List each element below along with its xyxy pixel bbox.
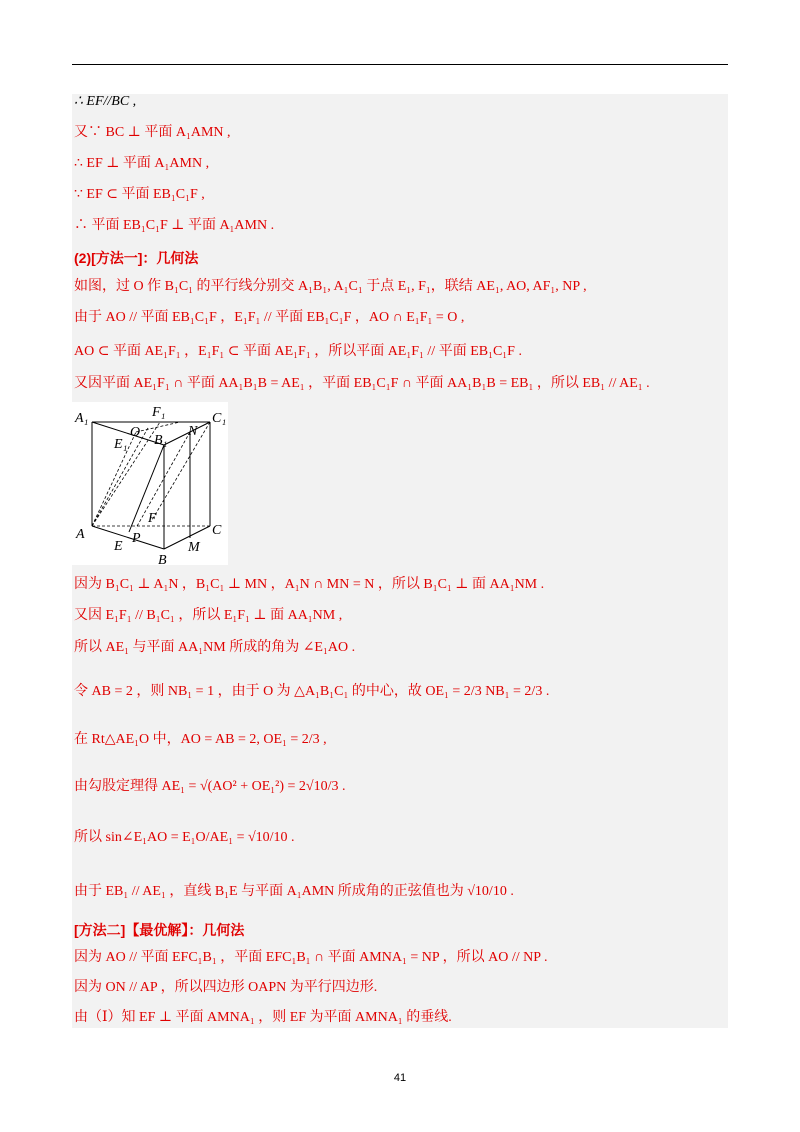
text-line: 由于 AO // 平面 EB₁C₁F ，E₁F₁ // 平面 EB₁C₁F ，AO ∩ E₁F₁ = O , — [74, 310, 465, 325]
text-line: 如图，过 O 作 B₁C₁ 的平行线分别交 A₁B₁, A₁C₁ 于点 E₁, F₁，联结 AE₁, AO, AF₁, NP , — [74, 279, 587, 294]
label-b: B — [158, 553, 167, 565]
line-e1f1 — [136, 422, 180, 432]
section-heading: (2)[方法一]：几何法 — [74, 250, 199, 266]
label-m: M — [188, 540, 200, 555]
text-line: ∴ 平面 EB₁C₁F ⊥ 平面 A₁AMN . — [74, 218, 275, 233]
text-line: 因为 ON // AP ，所以四边形 OAPN 为平行四边形. — [74, 980, 378, 995]
label-a: A — [76, 527, 85, 542]
text-line: 在 Rt△AE₁O 中，AO = AB = 2, OE₁ = 2/3 , — [74, 732, 327, 747]
text-line: 令 AB = 2 ，则 NB₁ = 1 ，由于 O 为 △A₁B₁C₁ 的中心，故 OE₁ = 2/3 NB₁ = 2/3 . — [74, 684, 550, 699]
text-line: 由于 EB₁ // AE₁ ，直线 B₁E 与平面 A₁AMN 所成角的正弦值也为 √10/10 . — [74, 884, 514, 899]
label-n: N — [188, 424, 198, 439]
label-e1: E₁ — [114, 437, 128, 452]
section-heading: [方法二]【最优解】：几何法 — [74, 922, 245, 938]
label-p: P — [132, 531, 141, 546]
edge-bc — [164, 526, 210, 549]
label-c1: C₁ — [212, 411, 227, 426]
text-line: AO ⊂ 平面 AE₁F₁ ，E₁F₁ ⊂ 平面 AE₁F₁ ，所以平面 AE₁F₁ // 平面 EB₁C₁F . — [74, 344, 522, 359]
text-line: ∴ EF ⊥ 平面 A₁AMN , — [74, 156, 210, 171]
edge-b1c1 — [164, 422, 210, 445]
label-a1: A₁ — [75, 411, 89, 426]
label-b1: B₁ — [154, 433, 168, 448]
text-line: 由（Ⅰ）知 EF ⊥ 平面 AMNA₁ ，则 EF 为平面 AMNA₁ 的垂线. — [74, 1010, 452, 1025]
text-line: 又因平面 AE₁F₁ ∩ 平面 AA₁B₁B = AE₁ ，平面 EB₁C₁F ∩ 平面 AA₁B₁B = EB₁ ，所以 EB₁ // AE₁ . — [74, 376, 650, 391]
page-number: 41 — [393, 1072, 407, 1084]
text-line: 又∵ BC ⊥ 平面 A₁AMN , — [74, 125, 231, 140]
text-line: 又因 E₁F₁ // B₁C₁ ，所以 E₁F₁ ⊥ 面 AA₁NM , — [74, 608, 343, 623]
label-e: E — [114, 539, 123, 554]
text-line: 所以 AE₁ 与平面 AA₁NM 所成的角为 ∠E₁AO . — [74, 640, 356, 655]
text-line: ∴ EF//BC , — [74, 94, 137, 109]
text-line: 因为 B₁C₁ ⊥ A₁N ，B₁C₁ ⊥ MN ，A₁N ∩ MN = N ，所以 B₁C₁ ⊥ 面 AA₁NM . — [74, 577, 545, 592]
text-line: 由勾股定理得 AE₁ = √(AO² + OE₁²) = 2√10/3 . — [74, 779, 346, 794]
prism-diagram — [72, 402, 228, 565]
prism-figure — [72, 402, 228, 565]
text-line: ∵ EF ⊂ 平面 EB₁C₁F , — [74, 187, 205, 202]
label-c: C — [212, 523, 222, 538]
text-line: 因为 AO // 平面 EFC₁B₁ ，平面 EFC₁B₁ ∩ 平面 AMNA₁ = NP ，所以 AO // NP . — [74, 950, 548, 965]
header-rule — [72, 64, 728, 65]
line-b1e — [129, 445, 164, 532]
label-f1: F₁ — [152, 405, 166, 420]
label-f: F — [148, 511, 157, 526]
label-o: O — [130, 425, 141, 440]
text-line: 所以 sin∠E₁AO = E₁O/AE₁ = √10/10 . — [74, 830, 295, 845]
edge-ab — [92, 526, 164, 549]
